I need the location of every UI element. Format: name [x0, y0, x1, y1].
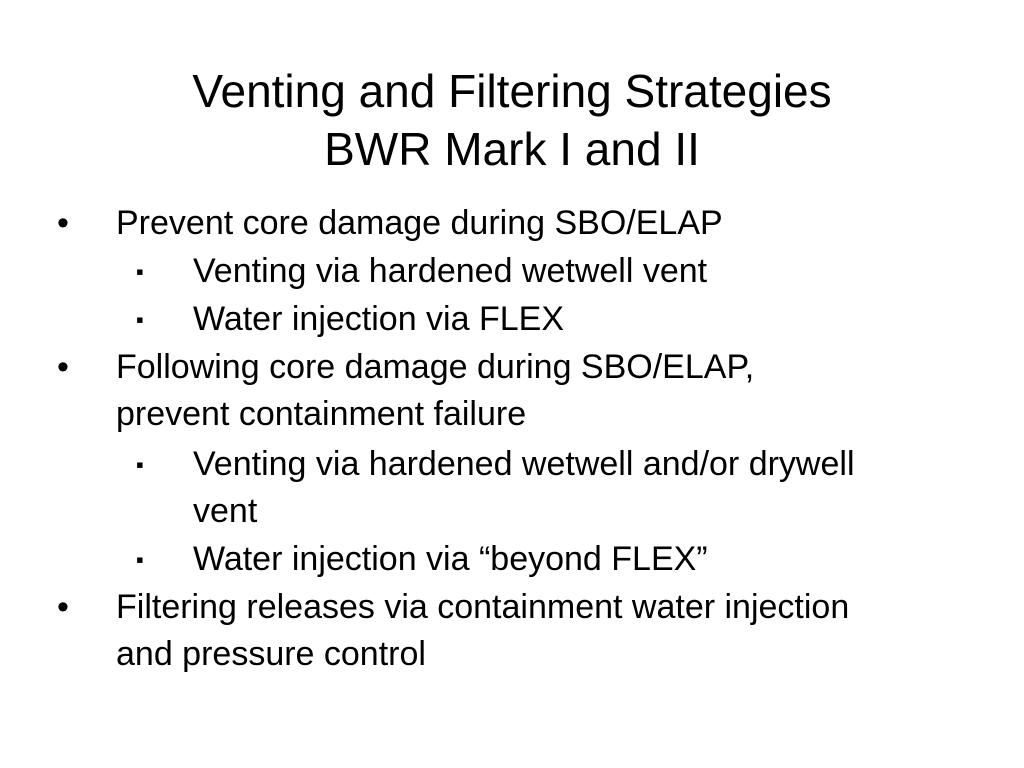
bullet-text-continued: prevent containment failure: [116, 395, 527, 433]
bullet-text: Prevent core damage during SBO/ELAP: [116, 204, 723, 242]
bullet-marker: •: [57, 204, 69, 242]
bullet-marker: •: [57, 588, 69, 626]
bullet-marker: •: [57, 348, 69, 386]
title-line-1: Venting and Filtering Strategies: [192, 65, 832, 117]
sub-bullet-marker: ▪: [136, 547, 144, 572]
title-line-2: BWR Mark I and II: [324, 123, 700, 175]
sub-bullet-text: Water injection via “beyond FLEX”: [193, 540, 708, 578]
sub-bullet-marker: ▪: [136, 259, 144, 284]
sub-bullet-marker: ▪: [136, 452, 144, 477]
sub-bullet-marker: ▪: [136, 307, 144, 332]
bullet-text: Filtering releases via containment water injection: [116, 588, 850, 626]
sub-bullet-text-continued: vent: [193, 492, 258, 530]
bullet-text-continued: and pressure control: [116, 635, 426, 673]
sub-bullet-text: Water injection via FLEX: [193, 300, 564, 338]
sub-bullet-text: Venting via hardened wetwell and/or drywell: [193, 445, 855, 483]
sub-bullet-text: Venting via hardened wetwell vent: [193, 252, 708, 290]
bullet-text: Following core damage during SBO/ELAP,: [116, 348, 755, 386]
